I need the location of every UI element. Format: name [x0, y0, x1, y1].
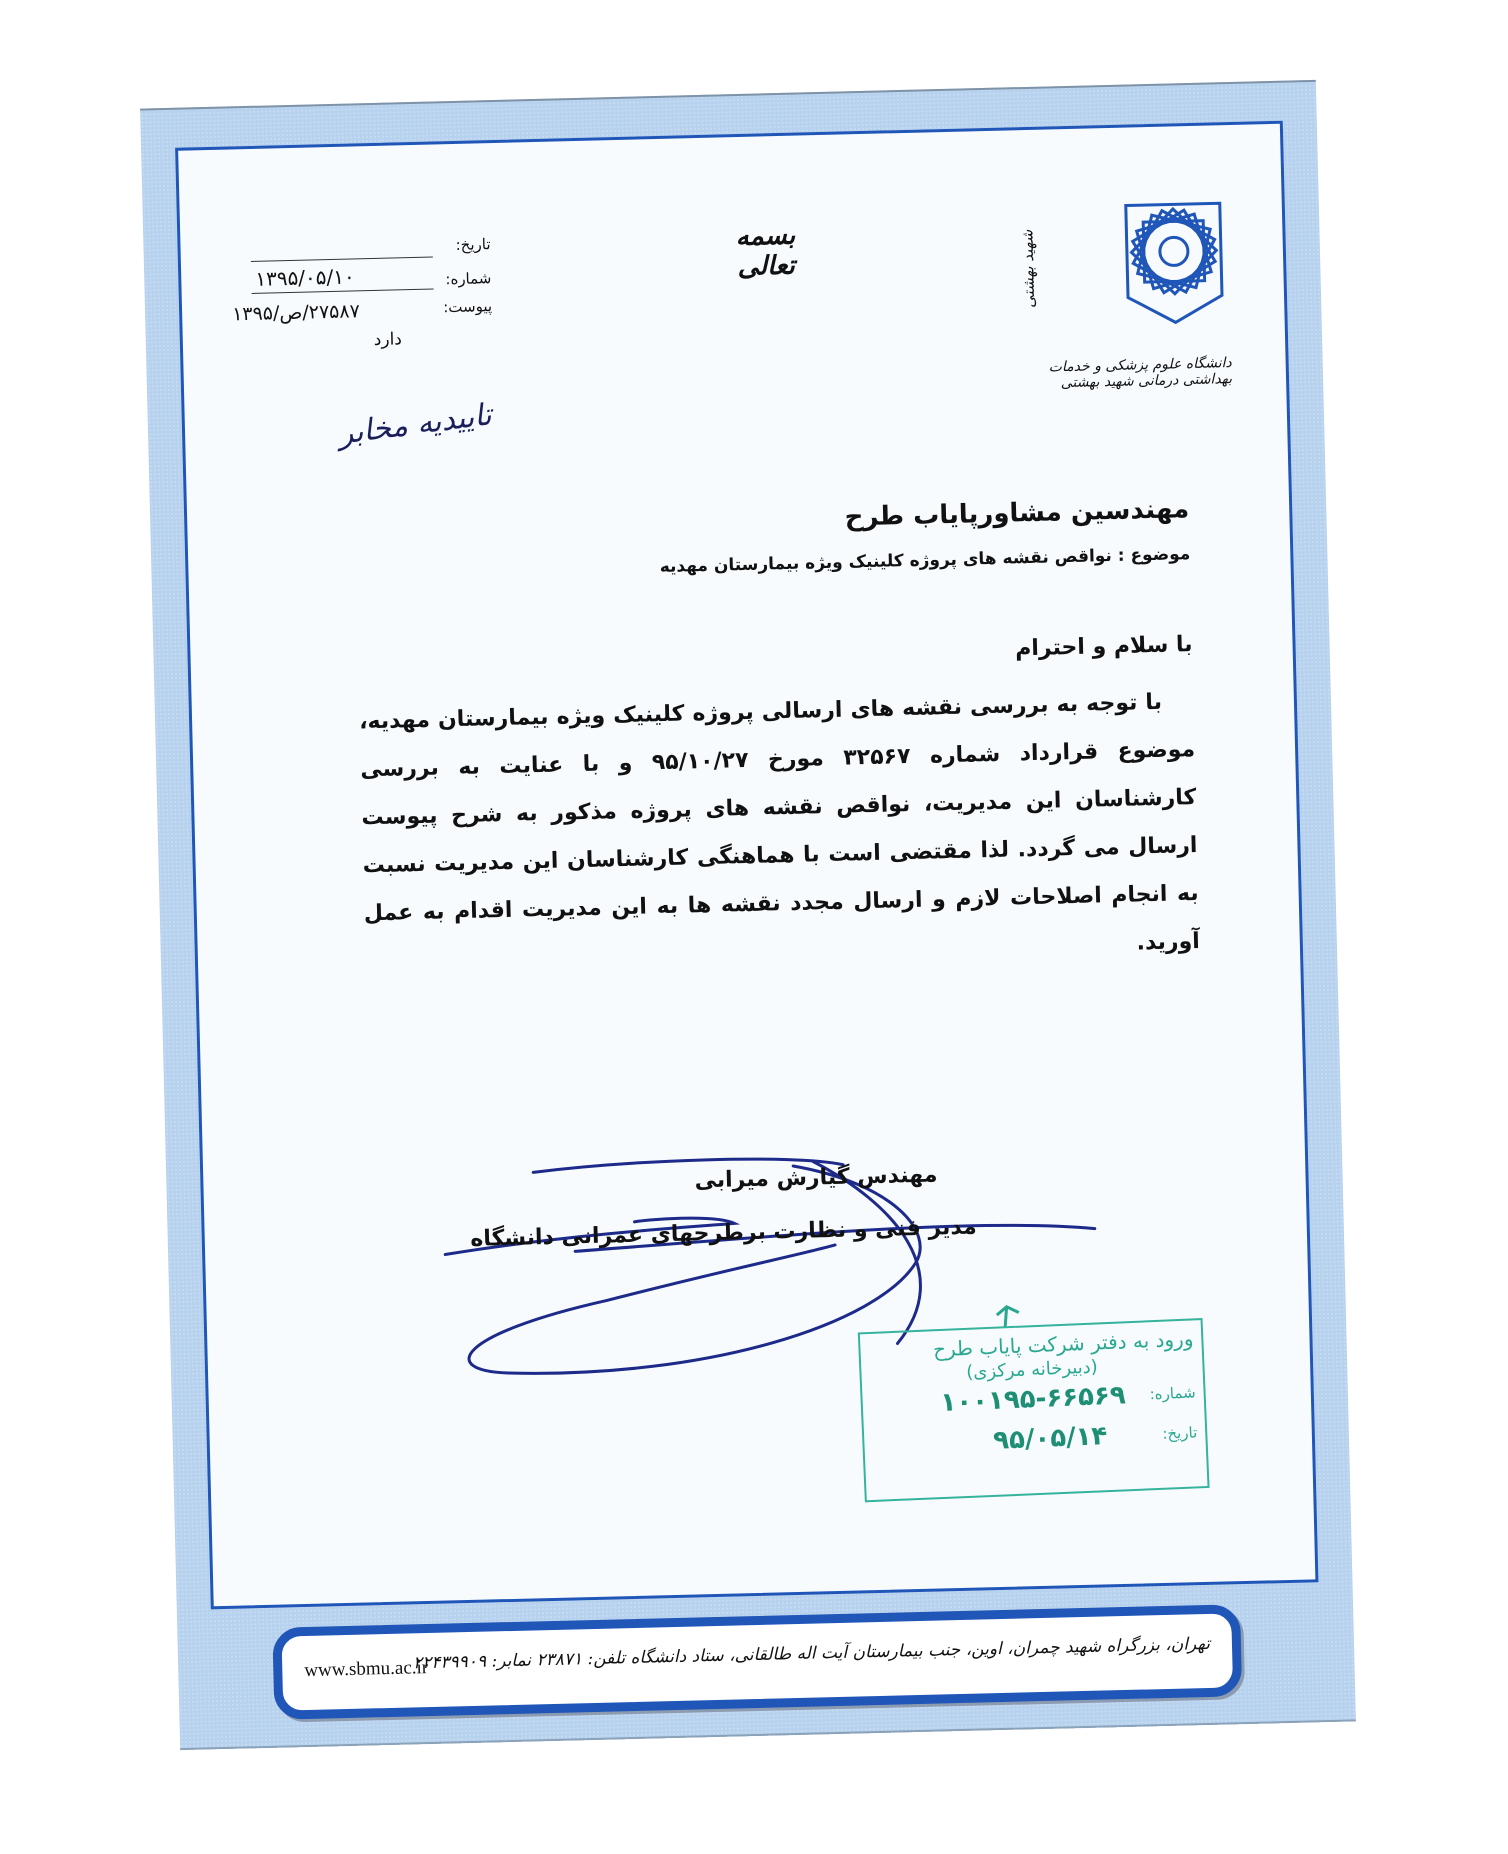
stamp-subtitle: (دبیرخانه مرکزی): [965, 1356, 1099, 1383]
logo-university-name: دانشگاه علوم پزشکی و خدمات بهداشتی درمانی شهید بهشتی: [1048, 355, 1233, 392]
attachment-value: دارد: [373, 329, 403, 350]
date-label: تاریخ:: [455, 235, 491, 254]
stamp-number-label: شماره:: [1149, 1383, 1196, 1404]
letterhead-footer: [272, 1604, 1242, 1720]
greeting: با سلام و احترام: [1014, 632, 1193, 662]
body-paragraph: با توجه به بررسی نقشه های ارسالی پروژه کلینیک ویژه بیمارستان مهدیه، موضوع قرارداد شماره ۳۲۵۶۷ مورخ ۹۵/۱۰/۲۷ و با عنایت به بررسی کارشناسان این مدیریت، نواقص نقشه های پروژه مذکور به شرح پیوست ارسال می گردد. لذا مقتضی است با هماهنگی کارشناسان این مدیریت نسبت به انجام اصلاحات لازم و ارسال مجدد نقشه ها به این مدیریت اقدام به عمل آورید.: [358, 689, 1201, 956]
handwritten-note: تاییدیه مخابر: [336, 397, 494, 452]
number-value: ۲۷۵۸۷/ص/۱۳۹۵: [231, 300, 361, 326]
date-value: ۱۳۹۵/۰۵/۱۰: [255, 264, 355, 291]
received-stamp: [858, 1318, 1210, 1502]
stamp-date-label: تاریخ:: [1162, 1423, 1198, 1443]
stamp-number-value: ۱۰۰۱۹۵-۶۶۵۶۹: [939, 1380, 1127, 1419]
letter-metadata: [231, 235, 493, 353]
sbmu-emblem-icon: [1118, 195, 1231, 328]
bismillah-heading: بسمه تعالی: [735, 220, 796, 283]
subject-line: موضوع : نواقص نقشه های پروژه کلینیک ویژه بیمارستان مهدیه: [659, 544, 1191, 578]
letter-body-frame: [175, 121, 1318, 1610]
signatory-title: مدیر فنی و نظارت برطرحهای عمرانی دانشگاه: [470, 1214, 977, 1252]
signatory-name: مهندس گیارش میرابی: [694, 1162, 938, 1194]
number-label: شماره:: [445, 269, 492, 289]
addressee: مهندسین مشاورپایاب طرح: [844, 494, 1190, 533]
university-logo: [1018, 195, 1233, 390]
letter-body: [359, 678, 1201, 986]
footer-website-link[interactable]: www.sbmu.ac.ir: [304, 1657, 429, 1682]
attachment-label: پیوست:: [443, 297, 493, 317]
stamp-date-value: ۹۵/۰۵/۱۴: [992, 1421, 1108, 1456]
logo-vertical-text: شهید بهشتی: [1018, 229, 1039, 309]
stamp-title: ورود به دفتر شرکت پایاب طرح: [932, 1326, 1194, 1362]
date-underline: [251, 257, 433, 262]
footer-address: تهران، بزرگراه شهید چمران، اوین، جنب بیمارستان آیت اله طالقانی، ستاد دانشگاه تلفن: ۲۳۸۷۱ نمابر: ۲۲۴۳۹۹۰۹: [412, 1633, 1211, 1674]
letter-page: [140, 80, 1356, 1750]
